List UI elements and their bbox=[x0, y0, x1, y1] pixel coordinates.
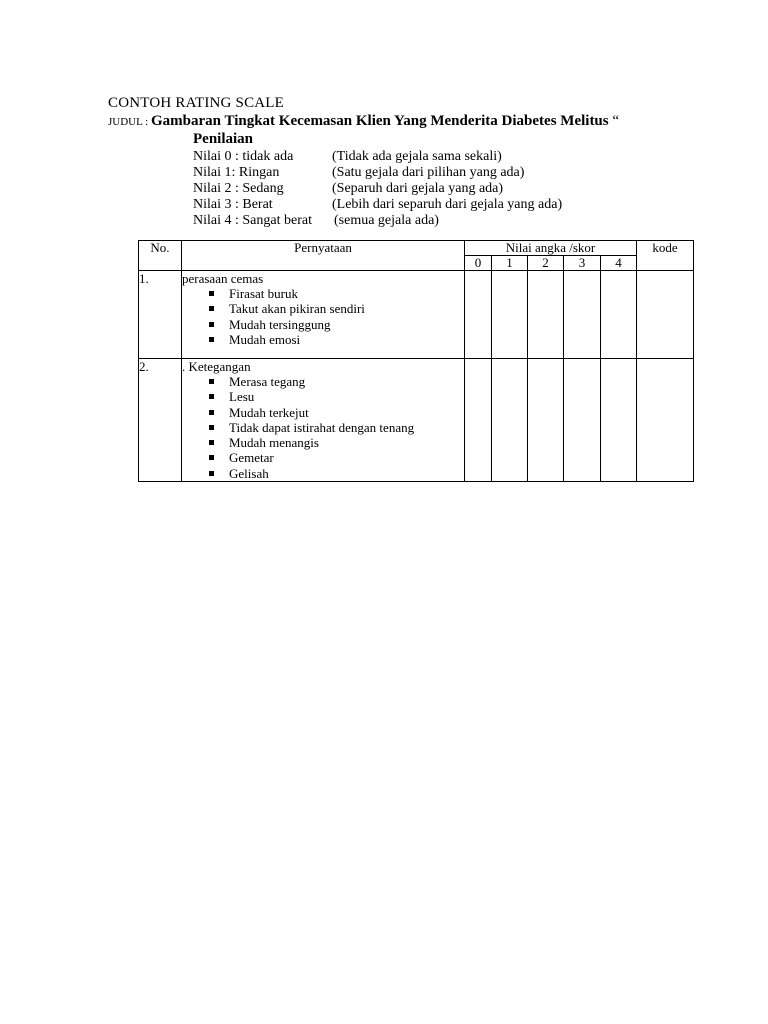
row-statement bbox=[182, 359, 465, 482]
bullet-square-icon bbox=[209, 440, 214, 445]
judul-text: Gambaran Tingkat Kecemasan Klien Yang Menderita Diabetes Melitus bbox=[150, 113, 609, 129]
symptom-text: Merasa tegang bbox=[229, 374, 306, 389]
bullet-square-icon bbox=[209, 306, 214, 311]
symptom-text: Mudah menangis bbox=[229, 435, 319, 451]
penilaian-heading: Penilaian bbox=[193, 131, 254, 147]
row-statement bbox=[182, 271, 465, 359]
judul-line bbox=[108, 112, 619, 130]
list-item bbox=[182, 420, 464, 435]
bullet-square-icon bbox=[209, 455, 214, 460]
symptom-list bbox=[182, 374, 464, 481]
bullet-square-icon bbox=[209, 471, 214, 476]
score-header-4: 4 bbox=[601, 256, 637, 271]
score-cell-1[interactable] bbox=[492, 271, 528, 359]
bullet-square-icon bbox=[209, 337, 214, 342]
list-item bbox=[182, 435, 464, 450]
scale-level-desc: (Satu gejala dari pilihan yang ada) bbox=[332, 165, 525, 180]
judul-quote: “ bbox=[608, 113, 620, 129]
list-item bbox=[182, 405, 464, 420]
list-item bbox=[182, 466, 464, 481]
symptom-text: Gelisah bbox=[229, 465, 269, 481]
symptom-text: Firasat buruk bbox=[229, 286, 298, 301]
list-item bbox=[182, 317, 464, 332]
list-item bbox=[182, 301, 464, 316]
scale-level-label: Nilai 2 : Sedang bbox=[193, 181, 284, 196]
row-category: . Ketegangan bbox=[182, 359, 251, 374]
row-category: perasaan cemas bbox=[182, 271, 264, 286]
symptom-text: Takut akan pikiran sendiri bbox=[229, 301, 365, 317]
list-item bbox=[182, 286, 464, 301]
scale-level-label: Nilai 4 : Sangat berat bbox=[193, 213, 312, 228]
score-header-3: 3 bbox=[564, 256, 601, 271]
row-number: 1. bbox=[139, 271, 182, 359]
document-title: CONTOH RATING SCALE bbox=[108, 95, 285, 111]
table-row bbox=[139, 359, 694, 482]
score-cell-4[interactable] bbox=[601, 271, 637, 359]
scale-level-label: Nilai 1: Ringan bbox=[193, 165, 280, 180]
header-no: No. bbox=[139, 241, 182, 271]
symptom-text: Mudah tersinggung bbox=[229, 316, 331, 332]
symptom-text: Gemetar bbox=[229, 450, 274, 466]
score-header-0: 0 bbox=[465, 256, 492, 271]
rating-table bbox=[138, 240, 694, 482]
symptom-text: Tidak dapat istirahat dengan tenang bbox=[229, 419, 415, 435]
score-cell-0[interactable] bbox=[465, 271, 492, 359]
kode-cell[interactable] bbox=[637, 359, 694, 482]
scale-level-label: Nilai 3 : Berat bbox=[193, 197, 273, 212]
score-cell-2[interactable] bbox=[528, 359, 564, 482]
table-row bbox=[139, 271, 694, 359]
symptom-text: Mudah emosi bbox=[229, 331, 301, 347]
scale-level-desc: (Tidak ada gejala sama sekali) bbox=[332, 149, 502, 164]
score-cell-1[interactable] bbox=[492, 359, 528, 482]
score-cell-3[interactable] bbox=[564, 271, 601, 359]
score-cell-0[interactable] bbox=[465, 359, 492, 482]
bullet-square-icon bbox=[209, 322, 214, 327]
scale-level-label: Nilai 0 : tidak ada bbox=[193, 149, 294, 164]
bullet-square-icon bbox=[209, 410, 214, 415]
score-header-2: 2 bbox=[528, 256, 564, 271]
score-header-1: 1 bbox=[492, 256, 528, 271]
list-item bbox=[182, 450, 464, 465]
kode-cell[interactable] bbox=[637, 271, 694, 359]
scale-level-desc: (semua gejala ada) bbox=[334, 213, 439, 228]
bullet-square-icon bbox=[209, 379, 214, 384]
bullet-square-icon bbox=[209, 394, 214, 399]
bullet-square-icon bbox=[209, 425, 214, 430]
symptom-text: Lesu bbox=[229, 389, 255, 405]
list-item bbox=[182, 389, 464, 404]
score-cell-3[interactable] bbox=[564, 359, 601, 482]
list-item bbox=[182, 374, 464, 389]
header-statement: Pernyataan bbox=[182, 241, 465, 271]
symptom-list bbox=[182, 286, 464, 347]
table-header-row bbox=[139, 241, 694, 256]
scale-level-desc: (Lebih dari separuh dari gejala yang ada) bbox=[332, 197, 563, 212]
score-cell-2[interactable] bbox=[528, 271, 564, 359]
symptom-text: Mudah terkejut bbox=[229, 404, 309, 420]
scale-level-desc: (Separuh dari gejala yang ada) bbox=[332, 181, 504, 196]
list-item bbox=[182, 332, 464, 347]
bullet-square-icon bbox=[209, 291, 214, 296]
header-kode: kode bbox=[637, 241, 694, 271]
row-number: 2. bbox=[139, 359, 182, 482]
judul-label: JUDUL : bbox=[108, 116, 151, 128]
score-cell-4[interactable] bbox=[601, 359, 637, 482]
header-score: Nilai angka /skor bbox=[465, 241, 637, 256]
